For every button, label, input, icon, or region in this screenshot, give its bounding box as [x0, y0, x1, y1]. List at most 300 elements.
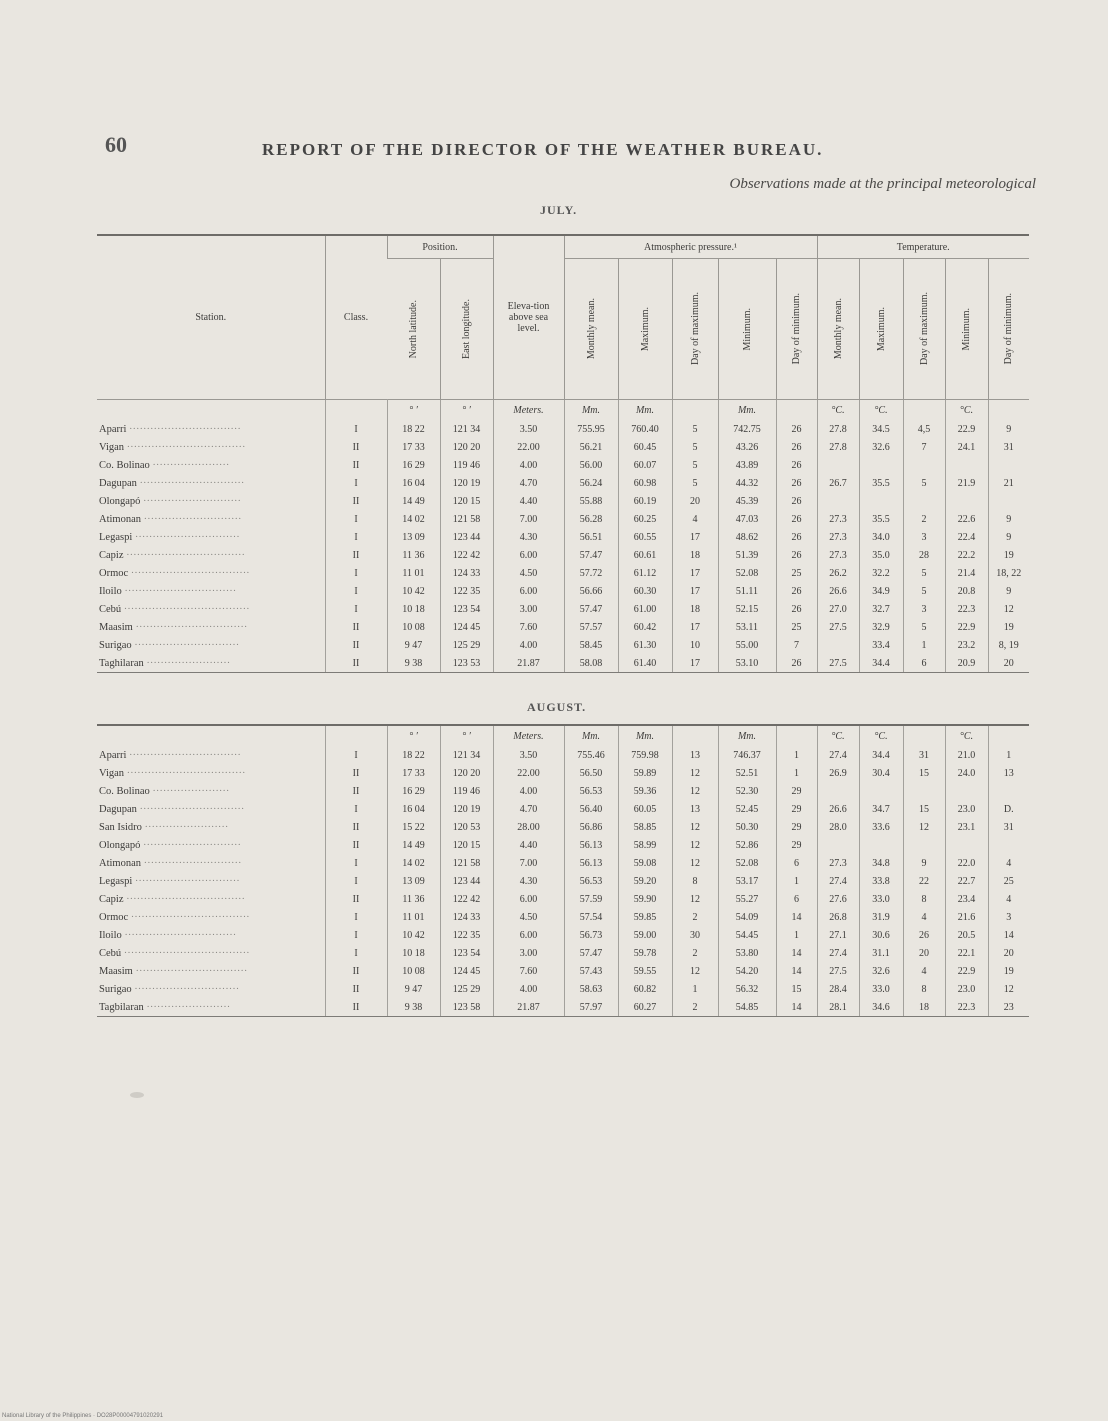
- col-p-mean: Monthly mean.: [564, 259, 618, 400]
- table-cell: 20: [672, 492, 718, 510]
- col-lat: North latitude.: [407, 299, 419, 359]
- table-cell: 5: [672, 420, 718, 438]
- table-cell: 3: [903, 600, 945, 618]
- table-cell: 11 01: [387, 908, 440, 926]
- table-row: [97, 438, 1029, 456]
- table-cell: 123 53: [440, 654, 493, 673]
- col-t-min: Minimum.: [945, 259, 988, 400]
- table-cell: 28.00: [493, 818, 564, 836]
- table-cell: 17: [672, 564, 718, 582]
- table-cell: 32.6: [859, 962, 903, 980]
- table-cell: 60.25: [618, 510, 672, 528]
- table-cell: 27.8: [817, 420, 859, 438]
- table-cell: 120 15: [440, 492, 493, 510]
- table-cell: 18: [903, 998, 945, 1017]
- table-cell: 35.5: [859, 474, 903, 492]
- table-cell: 1: [776, 872, 817, 890]
- table-row: [97, 854, 1029, 872]
- table-cell: I: [325, 746, 387, 764]
- august-table: [97, 724, 1029, 1017]
- table-cell: 32.9: [859, 618, 903, 636]
- station-name: Capiz ··································: [99, 549, 246, 561]
- table-cell: 61.12: [618, 564, 672, 582]
- table-cell: 56.28: [564, 510, 618, 528]
- table-cell: 15: [903, 800, 945, 818]
- table-cell: 55.27: [718, 890, 776, 908]
- table-cell: 742.75: [718, 420, 776, 438]
- table-cell: 13 09: [387, 528, 440, 546]
- units-row: [97, 400, 1029, 421]
- table-cell: 4.70: [493, 800, 564, 818]
- table-cell: 28.4: [817, 980, 859, 998]
- table-cell: 58.63: [564, 980, 618, 998]
- table-cell: 56.53: [564, 782, 618, 800]
- station-name: Legaspi ······························: [99, 875, 240, 887]
- leader-dots: ······················: [149, 459, 230, 471]
- table-cell: 14 02: [387, 510, 440, 528]
- table-cell: 16 04: [387, 474, 440, 492]
- table-cell: [817, 492, 859, 510]
- station-name: Maasim ································: [99, 621, 248, 633]
- table-cell: 20: [903, 944, 945, 962]
- table-cell: 26: [776, 438, 817, 456]
- leader-dots: ······························: [136, 803, 245, 815]
- table-cell: 26: [776, 600, 817, 618]
- table-row: [97, 456, 1029, 474]
- table-cell: 59.85: [618, 908, 672, 926]
- table-cell: 21.4: [945, 564, 988, 582]
- table-cell: 122 42: [440, 546, 493, 564]
- table-cell: 13: [672, 746, 718, 764]
- station-name: Iloilo ································: [99, 585, 237, 597]
- table-row: [97, 474, 1029, 492]
- table-cell: 31: [903, 746, 945, 764]
- table-cell: 12: [672, 854, 718, 872]
- table-cell: 32.6: [859, 438, 903, 456]
- unit-t-mean: °C.: [817, 725, 859, 746]
- unit-lon: ° ′: [440, 725, 493, 746]
- table-cell: II: [325, 456, 387, 474]
- table-cell: 33.4: [859, 636, 903, 654]
- station-name: Ormoc ··································: [99, 911, 250, 923]
- table-cell: 24.0: [945, 764, 988, 782]
- table-row: [97, 764, 1029, 782]
- table-cell: 3.50: [493, 420, 564, 438]
- table-cell: 44.32: [718, 474, 776, 492]
- unit-t-min: °C.: [945, 400, 988, 421]
- table-cell: 4.50: [493, 564, 564, 582]
- table-cell: 60.07: [618, 456, 672, 474]
- table-cell: 29: [776, 800, 817, 818]
- table-cell: 3.00: [493, 600, 564, 618]
- col-p-max: Maximum.: [618, 259, 672, 400]
- table-cell: II: [325, 438, 387, 456]
- table-cell: I: [325, 944, 387, 962]
- table-cell: 26: [776, 510, 817, 528]
- leader-dots: ····························: [141, 857, 242, 869]
- col-t-dmax: Day of maximum.: [903, 259, 945, 400]
- table-cell: 60.42: [618, 618, 672, 636]
- table-cell: 5: [903, 564, 945, 582]
- table-cell: 54.85: [718, 998, 776, 1017]
- table-cell: 121 34: [440, 420, 493, 438]
- table-cell: 56.51: [564, 528, 618, 546]
- table-cell: 58.99: [618, 836, 672, 854]
- table-cell: 34.9: [859, 582, 903, 600]
- table-cell: II: [325, 618, 387, 636]
- table-cell: 54.09: [718, 908, 776, 926]
- unit-lat: ° ′: [387, 725, 440, 746]
- table-cell: 23.0: [945, 980, 988, 998]
- table-cell: 10 08: [387, 618, 440, 636]
- table-cell: [903, 836, 945, 854]
- table-cell: 60.61: [618, 546, 672, 564]
- table-cell: 14 49: [387, 492, 440, 510]
- table-cell: [945, 456, 988, 474]
- table-cell: 48.62: [718, 528, 776, 546]
- leader-dots: ································: [121, 929, 237, 941]
- table-cell: 58.45: [564, 636, 618, 654]
- table-cell: 47.03: [718, 510, 776, 528]
- table-cell: 9: [988, 582, 1029, 600]
- table-cell: 6.00: [493, 926, 564, 944]
- table-cell: 56.32: [718, 980, 776, 998]
- table-cell: 22.00: [493, 438, 564, 456]
- table-cell: 9: [988, 510, 1029, 528]
- table-cell: 59.08: [618, 854, 672, 872]
- table-cell: 125 29: [440, 636, 493, 654]
- table-cell: 5: [672, 474, 718, 492]
- table-cell: 16 29: [387, 782, 440, 800]
- station-name: Surigao ······························: [99, 639, 240, 651]
- table-cell: 27.1: [817, 926, 859, 944]
- station-name: San Isidro ························: [99, 821, 229, 833]
- table-cell: 22.00: [493, 764, 564, 782]
- table-cell: 13: [672, 800, 718, 818]
- table-cell: I: [325, 800, 387, 818]
- table-cell: 60.98: [618, 474, 672, 492]
- table-cell: 59.00: [618, 926, 672, 944]
- table-cell: 22.4: [945, 528, 988, 546]
- table-cell: D.: [988, 800, 1029, 818]
- table-cell: 755.46: [564, 746, 618, 764]
- table-cell: 57.47: [564, 600, 618, 618]
- table-cell: 18: [672, 546, 718, 564]
- unit-elev: Meters.: [493, 400, 564, 421]
- table-cell: 26.2: [817, 564, 859, 582]
- table-cell: 15 22: [387, 818, 440, 836]
- table-cell: 8: [903, 890, 945, 908]
- table-cell: 45.39: [718, 492, 776, 510]
- table-cell: 27.4: [817, 746, 859, 764]
- table-cell: 11 36: [387, 890, 440, 908]
- table-cell: [903, 456, 945, 474]
- table-cell: 7.60: [493, 618, 564, 636]
- table-row: [97, 746, 1029, 764]
- table-cell: 11 01: [387, 564, 440, 582]
- table-cell: 56.50: [564, 764, 618, 782]
- table-cell: 122 35: [440, 926, 493, 944]
- station-name: Cebú ····································: [99, 603, 250, 615]
- table-cell: 16 29: [387, 456, 440, 474]
- table-cell: I: [325, 510, 387, 528]
- table-cell: 19: [988, 618, 1029, 636]
- table-cell: 56.21: [564, 438, 618, 456]
- table-cell: 52.86: [718, 836, 776, 854]
- page-header: REPORT OF THE DIRECTOR OF THE WEATHER BUREAU.: [262, 140, 824, 159]
- july-title: JULY.: [540, 203, 578, 217]
- table-cell: 33.0: [859, 890, 903, 908]
- table-cell: 23.4: [945, 890, 988, 908]
- table-cell: 9 38: [387, 654, 440, 673]
- table-cell: 34.7: [859, 800, 903, 818]
- table-cell: 14 02: [387, 854, 440, 872]
- table-cell: 3.50: [493, 746, 564, 764]
- table-cell: 4: [903, 908, 945, 926]
- table-row: [97, 908, 1029, 926]
- table-cell: 13 09: [387, 872, 440, 890]
- table-cell: 56.00: [564, 456, 618, 474]
- table-cell: 51.39: [718, 546, 776, 564]
- table-cell: I: [325, 582, 387, 600]
- table-cell: 57.43: [564, 962, 618, 980]
- july-table: [97, 234, 1029, 673]
- table-cell: 59.36: [618, 782, 672, 800]
- table-cell: 26: [776, 546, 817, 564]
- table-cell: 32.7: [859, 600, 903, 618]
- table-cell: 21.87: [493, 998, 564, 1017]
- table-cell: 2: [672, 998, 718, 1017]
- col-position: Position.: [387, 235, 493, 259]
- table-cell: 1: [988, 746, 1029, 764]
- august-title: AUGUST.: [527, 700, 587, 714]
- table-cell: 17 33: [387, 764, 440, 782]
- table-cell: 27.3: [817, 546, 859, 564]
- unit-p-max: Mm.: [618, 400, 672, 421]
- table-cell: 22.3: [945, 998, 988, 1017]
- table-cell: 4.00: [493, 636, 564, 654]
- station-name: Surigao ······························: [99, 983, 240, 995]
- col-p-dmin: Day of minimum.: [776, 259, 817, 400]
- table-row: [97, 872, 1029, 890]
- table-cell: 123 44: [440, 528, 493, 546]
- table-cell: 1: [776, 926, 817, 944]
- table-cell: 30.6: [859, 926, 903, 944]
- table-cell: 56.13: [564, 836, 618, 854]
- col-station: Station.: [195, 312, 227, 323]
- leader-dots: ··································: [123, 893, 246, 905]
- table-cell: 14: [776, 908, 817, 926]
- table-cell: 10 42: [387, 926, 440, 944]
- unit-p-mean: Mm.: [564, 725, 618, 746]
- table-cell: 27.0: [817, 600, 859, 618]
- table-cell: 28.0: [817, 818, 859, 836]
- table-cell: 17: [672, 582, 718, 600]
- station-name: Olongapó ····························: [99, 495, 241, 507]
- table-cell: 22.1: [945, 944, 988, 962]
- table-cell: 124 45: [440, 618, 493, 636]
- table-cell: 20.8: [945, 582, 988, 600]
- table-cell: 4.70: [493, 474, 564, 492]
- table-row: [97, 998, 1029, 1017]
- unit-p-max: Mm.: [618, 725, 672, 746]
- table-cell: 21: [988, 474, 1029, 492]
- table-cell: 56.53: [564, 872, 618, 890]
- table-cell: 125 29: [440, 980, 493, 998]
- station-name: Maasim ································: [99, 965, 248, 977]
- table-cell: 57.47: [564, 546, 618, 564]
- table-cell: 9 47: [387, 636, 440, 654]
- table-cell: 26.9: [817, 764, 859, 782]
- table-cell: 19: [988, 962, 1029, 980]
- table-row: [97, 582, 1029, 600]
- page-number: 60: [105, 132, 127, 157]
- table-row: [97, 510, 1029, 528]
- table-cell: 52.51: [718, 764, 776, 782]
- table-cell: 26: [776, 528, 817, 546]
- table-cell: 12: [903, 818, 945, 836]
- table-cell: 1: [776, 746, 817, 764]
- table-cell: 755.95: [564, 420, 618, 438]
- col-elev: Eleva-tion above sea level.: [493, 235, 564, 400]
- table-cell: 53.11: [718, 618, 776, 636]
- table-cell: 31.1: [859, 944, 903, 962]
- table-cell: 55.88: [564, 492, 618, 510]
- table-cell: 12: [672, 890, 718, 908]
- table-cell: 26.6: [817, 582, 859, 600]
- col-p-min: Minimum.: [718, 259, 776, 400]
- leader-dots: ······················: [149, 785, 230, 797]
- table-cell: 5: [672, 456, 718, 474]
- table-cell: 9: [903, 854, 945, 872]
- col-temperature: Temperature.: [817, 235, 1029, 259]
- leader-dots: ································: [126, 749, 241, 761]
- unit-t-max: °C.: [859, 400, 903, 421]
- table-cell: 22.9: [945, 420, 988, 438]
- table-cell: 29: [776, 782, 817, 800]
- table-row: [97, 600, 1029, 618]
- table-cell: 121 58: [440, 510, 493, 528]
- table-cell: 11 36: [387, 546, 440, 564]
- table-cell: 16 04: [387, 800, 440, 818]
- table-cell: 26.7: [817, 474, 859, 492]
- table-cell: 52.15: [718, 600, 776, 618]
- table-cell: 4: [903, 962, 945, 980]
- table-row: [97, 420, 1029, 438]
- table-cell: 51.11: [718, 582, 776, 600]
- table-cell: 6: [776, 890, 817, 908]
- leader-dots: ································: [132, 621, 248, 633]
- table-cell: 123 44: [440, 872, 493, 890]
- table-cell: 57.54: [564, 908, 618, 926]
- table-cell: 34.6: [859, 998, 903, 1017]
- table-cell: 124 33: [440, 564, 493, 582]
- table-cell: 27.3: [817, 854, 859, 872]
- table-cell: 17 33: [387, 438, 440, 456]
- page-smudge: [130, 1092, 144, 1098]
- table-cell: 10 42: [387, 582, 440, 600]
- table-cell: I: [325, 564, 387, 582]
- july-table-header: [97, 235, 1029, 400]
- table-cell: 32.2: [859, 564, 903, 582]
- table-row: [97, 800, 1029, 818]
- table-cell: 57.47: [564, 944, 618, 962]
- table-cell: 20.9: [945, 654, 988, 673]
- table-cell: 34.0: [859, 528, 903, 546]
- station-name: Dagupan ······························: [99, 803, 245, 815]
- table-cell: I: [325, 600, 387, 618]
- table-cell: 60.45: [618, 438, 672, 456]
- table-cell: 52.45: [718, 800, 776, 818]
- table-cell: 23.2: [945, 636, 988, 654]
- table-cell: 30: [672, 926, 718, 944]
- table-cell: 59.55: [618, 962, 672, 980]
- unit-t-mean: °C.: [817, 400, 859, 421]
- table-cell: 6.00: [493, 582, 564, 600]
- leader-dots: ······························: [131, 983, 240, 995]
- table-cell: 20.5: [945, 926, 988, 944]
- table-cell: 5: [903, 582, 945, 600]
- table-cell: 27.3: [817, 528, 859, 546]
- table-cell: 57.57: [564, 618, 618, 636]
- table-cell: 34.4: [859, 746, 903, 764]
- col-t-dmin: Day of minimum.: [988, 259, 1029, 400]
- table-cell: 26: [776, 654, 817, 673]
- table-cell: 9 38: [387, 998, 440, 1017]
- table-cell: 57.72: [564, 564, 618, 582]
- table-cell: 15: [776, 980, 817, 998]
- station-name: Taghilaran ························: [97, 654, 325, 673]
- leader-dots: ································: [121, 585, 237, 597]
- table-row: [97, 980, 1029, 998]
- table-cell: 26: [903, 926, 945, 944]
- table-cell: 22.7: [945, 872, 988, 890]
- table-cell: 746.37: [718, 746, 776, 764]
- table-cell: 43.89: [718, 456, 776, 474]
- table-cell: [859, 782, 903, 800]
- table-cell: 26.8: [817, 908, 859, 926]
- table-cell: 9 47: [387, 980, 440, 998]
- table-cell: 56.13: [564, 854, 618, 872]
- table-cell: 18 22: [387, 746, 440, 764]
- table-cell: 17: [672, 528, 718, 546]
- table-cell: 18, 22: [988, 564, 1029, 582]
- leader-dots: ························: [143, 1001, 231, 1013]
- station-name: Ormoc ··································: [99, 567, 250, 579]
- table-cell: 60.19: [618, 492, 672, 510]
- table-cell: 4.00: [493, 782, 564, 800]
- table-cell: [817, 456, 859, 474]
- table-cell: 4.00: [493, 980, 564, 998]
- table-cell: 1: [672, 980, 718, 998]
- table-cell: 20: [988, 654, 1029, 673]
- table-cell: 26.6: [817, 800, 859, 818]
- table-cell: 56.73: [564, 926, 618, 944]
- table-cell: II: [325, 818, 387, 836]
- units-row: [97, 725, 1029, 746]
- july-table-body: [97, 400, 1029, 673]
- table-row: [97, 782, 1029, 800]
- leader-dots: ····································: [121, 603, 250, 615]
- table-cell: 43.26: [718, 438, 776, 456]
- station-name: Capiz ··································: [99, 893, 246, 905]
- table-cell: 123 54: [440, 944, 493, 962]
- table-cell: 10 18: [387, 600, 440, 618]
- leader-dots: ······························: [132, 875, 240, 887]
- table-cell: 8: [672, 872, 718, 890]
- table-cell: [903, 492, 945, 510]
- table-cell: 12: [672, 764, 718, 782]
